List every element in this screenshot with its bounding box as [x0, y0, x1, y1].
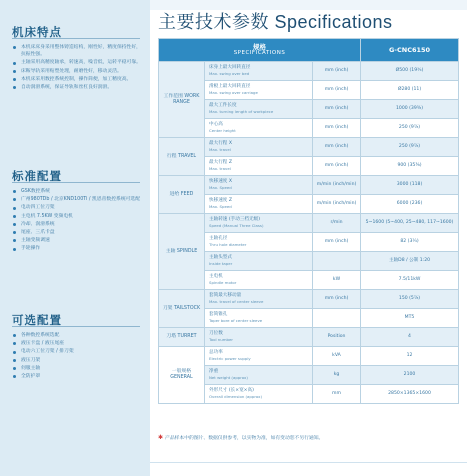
table-row [159, 328, 459, 347]
features-divider [12, 38, 140, 39]
optional-list [12, 332, 145, 381]
bottom-divider [150, 462, 467, 463]
row-value: Ø500 (19¾) [361, 62, 459, 81]
row-unit: mm (inch) [313, 100, 361, 119]
row-value: Ø280 (11) [361, 81, 459, 100]
row-unit: kW [313, 271, 361, 290]
row-item-en: Max. travel of center sleeve [209, 299, 264, 304]
row-item-en: Speed (Manual Three Class) [209, 223, 264, 228]
row-category: 刀塔 TURRET [159, 328, 205, 347]
row-value: 82 (3¼) [361, 233, 459, 252]
row-item-cn: 总功率 [209, 350, 223, 355]
optional-item: 伺服主轴 [12, 365, 145, 372]
standard-item: 广州980TDb / 北京KND100Ti / 凯恩帝数控系统可选配 [12, 196, 145, 203]
row-item [205, 195, 313, 214]
row-item-cn: 中心高 [209, 122, 223, 127]
row-item-cn: 主轴头型式 [209, 255, 232, 260]
row-item [205, 271, 313, 290]
row-value: 4 [361, 328, 459, 347]
header-spec-cn: 规格 [253, 43, 266, 51]
row-item-cn: 净重 [209, 369, 219, 374]
row-item [205, 385, 313, 404]
row-value: 7.5/11kW [361, 271, 459, 290]
table-row [159, 138, 459, 157]
row-item-en: Electric power supply [209, 356, 251, 361]
table-row [159, 347, 459, 366]
table-header-model: G-CNC6150 [361, 39, 459, 62]
standard-item: 尾座、三爪卡盘 [12, 229, 145, 236]
row-item-cn: 套筒锥孔 [209, 312, 228, 317]
row-item [205, 157, 313, 176]
optional-item: 液压刀架 [12, 357, 145, 364]
row-value: 150 (5⅞) [361, 290, 459, 309]
row-category: 行程 TRAVEL [159, 138, 205, 176]
row-value: 5~1600 (5~400, 25~480, 117~1600) [361, 214, 459, 233]
row-unit: mm (inch) [313, 119, 361, 138]
row-value: 250 (9⅞) [361, 138, 459, 157]
features-title: 机床特点 [12, 25, 62, 39]
standard-item: 电动四工位刀架 [12, 204, 145, 211]
row-item-en: Max. swing over carriage [209, 90, 258, 95]
row-item-en: Inside taper [209, 261, 233, 266]
row-item-cn: 外形尺寸 (长×宽×高) [209, 388, 254, 393]
row-value: 900 (35⅜) [361, 157, 459, 176]
row-item-en: Max. Speed [209, 185, 232, 190]
row-item-en: Center height [209, 128, 236, 133]
row-category: 工作范围 WORK RANGE [159, 62, 205, 138]
row-item [205, 81, 313, 100]
row-unit: mm [313, 385, 361, 404]
page-title: 主要技术参数 Specifications [158, 12, 393, 32]
row-item-en: Spindle motor [209, 280, 237, 285]
row-unit [313, 309, 361, 328]
row-unit: m/min (inch/min) [313, 195, 361, 214]
specifications-table [158, 38, 459, 404]
row-value: 2850×1365×1600 [361, 385, 459, 404]
row-value: 12 [361, 347, 459, 366]
standard-list [12, 188, 145, 254]
row-item-cn: 快移速度 X [209, 179, 232, 184]
row-item [205, 347, 313, 366]
row-category: 刀架 TAILSTOCK [159, 290, 205, 328]
row-unit: mm (inch) [313, 138, 361, 157]
features-item: 自动润滑系统，保证导轨和丝杠良好润滑。 [12, 84, 145, 91]
optional-item: 各种数控系统选配 [12, 332, 145, 339]
standard-item: 主轴变频调速 [12, 237, 145, 244]
row-item-en: Taper bore of center sleeve [209, 318, 263, 323]
row-item-en: Max. swing over bed [209, 71, 250, 76]
row-item-cn: 主轴孔径 [209, 236, 228, 241]
row-unit: r/min [313, 214, 361, 233]
row-item-en: Tool number [209, 337, 233, 342]
row-unit: mm (inch) [313, 62, 361, 81]
features-item: 床鞍导轨采用贴塑处理，耐磨性好，移动灵活。 [12, 68, 145, 75]
table-row [159, 214, 459, 233]
features-item: 本机床采用数控系统控制，操作简便，加工精度高。 [12, 76, 145, 83]
row-item-cn: 滑板上最大回转直径 [209, 84, 251, 89]
row-item-cn: 主轴转速 (手动三档无级) [209, 217, 260, 222]
row-item-cn: 主电机 [209, 274, 223, 279]
row-item-en: Net weight (approx) [209, 375, 248, 380]
table-header-row [159, 39, 459, 62]
standard-item: 手轮操作 [12, 245, 145, 252]
row-item-en: Thru hole diameter [209, 242, 247, 247]
row-item-en: Max. Speed [209, 204, 232, 209]
row-unit: mm (inch) [313, 157, 361, 176]
row-category: 一般规格 GENERAL [159, 347, 205, 404]
row-item-cn: 最大行程 X [209, 141, 232, 146]
row-item [205, 119, 313, 138]
row-item-cn: 刀位数 [209, 331, 223, 336]
features-item: 本机床床身采用整体铸造结构，刚性好，精度保持性好，抗振性强。 [12, 44, 145, 58]
row-item [205, 138, 313, 157]
standard-divider [12, 182, 140, 183]
optional-item: 电动六工位刀架 / 排刀架 [12, 348, 145, 355]
row-item [205, 100, 313, 119]
row-item [205, 252, 313, 271]
row-item-cn: 套筒最大移动量 [209, 293, 242, 298]
header-spec-en: SPECIFICATIONS [233, 50, 286, 56]
standard-item: 主电机 7.5KW 变频电机 [12, 213, 145, 220]
footnote-text: 产品样本中的图片、数据仅供参考，以实物为准，如有变动恕不另行通知。 [165, 436, 324, 441]
row-item-en: Overall dimension (approx) [209, 394, 262, 399]
row-item [205, 366, 313, 385]
table-row [159, 176, 459, 195]
row-item-cn: 最大行程 Z [209, 160, 232, 165]
row-value: 250 (9⅞) [361, 119, 459, 138]
row-value: 2100 [361, 366, 459, 385]
row-item [205, 214, 313, 233]
row-item-en: Max. travel [209, 166, 231, 171]
row-unit: kVA [313, 347, 361, 366]
row-item [205, 309, 313, 328]
row-unit: mm (inch) [313, 233, 361, 252]
row-item [205, 233, 313, 252]
row-unit [313, 252, 361, 271]
optional-item: 液压卡盘 / 液压尾座 [12, 340, 145, 347]
row-unit: m/min (inch/min) [313, 176, 361, 195]
table-row [159, 62, 459, 81]
row-item [205, 176, 313, 195]
row-category: 主轴 SPINDLE [159, 214, 205, 290]
row-item [205, 290, 313, 309]
row-unit: kg [313, 366, 361, 385]
row-value: 1000 (39⅜) [361, 100, 459, 119]
optional-divider [12, 326, 140, 327]
standard-item: GSK数控系统 [12, 188, 145, 195]
standard-item: 冷却、润滑系统 [12, 221, 145, 228]
row-item-cn: 床身上最大回转直径 [209, 65, 251, 70]
row-item-cn: 最大工件长度 [209, 103, 237, 108]
table-row [159, 290, 459, 309]
row-item [205, 62, 313, 81]
row-value: 主轴D8 / 公制 1:20 [361, 252, 459, 271]
table-header-spec [159, 39, 361, 62]
row-item-cn: 快移速度 Z [209, 198, 232, 203]
standard-title: 标准配置 [12, 169, 62, 183]
row-item-en: Max. turning length of workpiece [209, 109, 274, 114]
row-unit: mm (inch) [313, 81, 361, 100]
features-list [12, 44, 145, 92]
optional-item: 全防护罩 [12, 373, 145, 380]
optional-title: 可选配置 [12, 313, 62, 327]
row-value: MT5 [361, 309, 459, 328]
row-unit: Position [313, 328, 361, 347]
row-unit: mm (inch) [313, 290, 361, 309]
footnote [158, 434, 458, 441]
row-item [205, 328, 313, 347]
row-value: 3000 (118) [361, 176, 459, 195]
row-value: 6000 (236) [361, 195, 459, 214]
row-item-en: Max. travel [209, 147, 231, 152]
features-item: 主轴采用高精度轴承，转速高，噪音低，运转平稳可靠。 [12, 59, 145, 66]
footnote-star-icon: ✱ [158, 434, 164, 441]
row-category: 进给 FEED [159, 176, 205, 214]
